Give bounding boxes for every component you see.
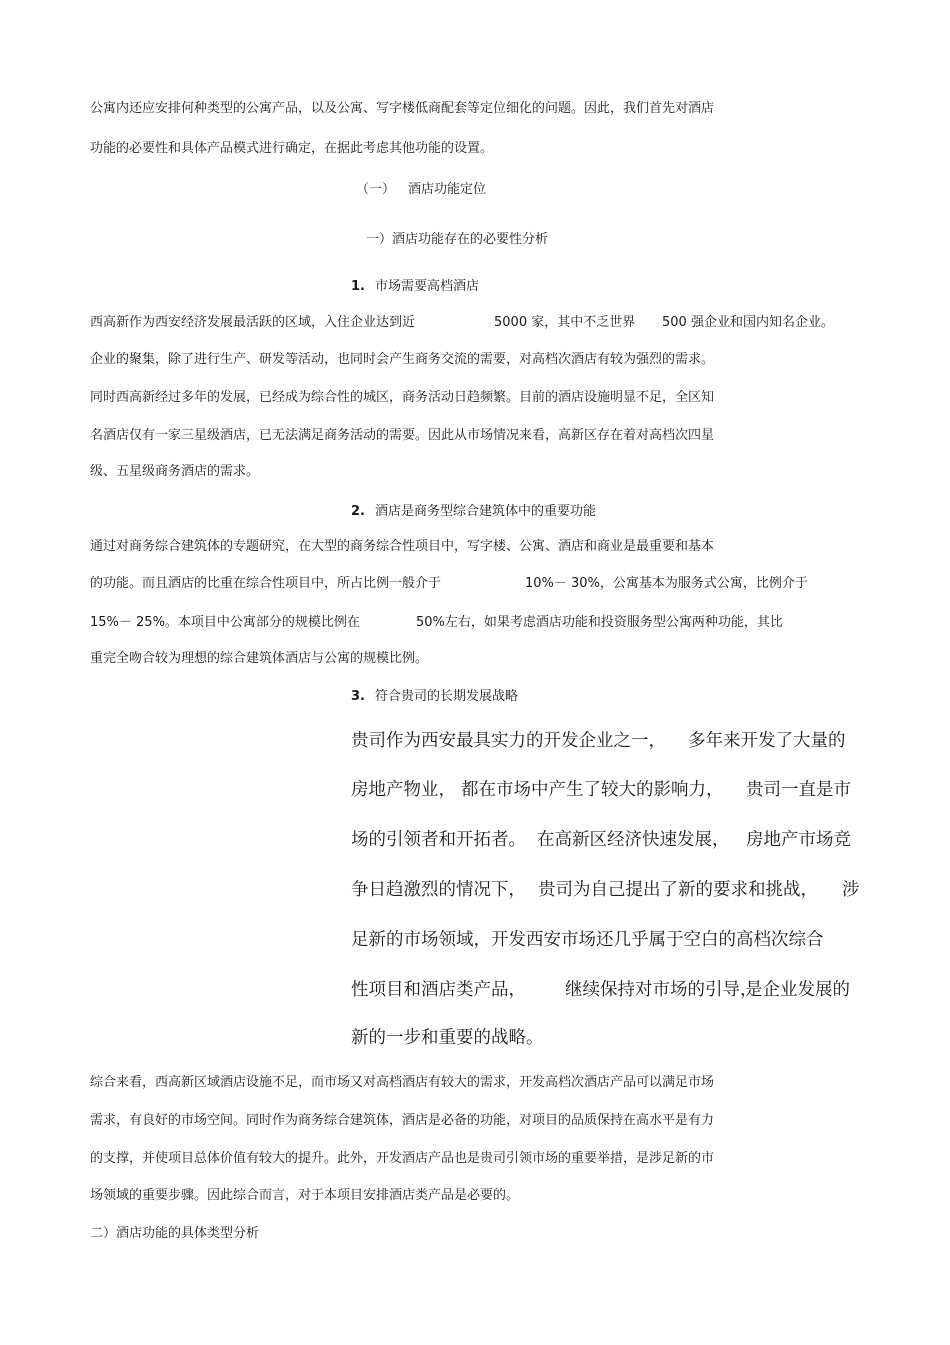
point-3-body-2a: 房地产物业， xyxy=(351,780,456,800)
point-2-line-2a: 的功能。而且酒店的比重在综合性项目中，所占比例一般介于 xyxy=(90,576,442,591)
point-1-line-2: 企业的聚集，除了进行生产、研发等活动，也同时会产生商务交流的需要，对高档次酒店有较为强烈的需求。 xyxy=(90,352,715,367)
point-3-body-3b: 在高新区经济快速发展， xyxy=(537,830,730,850)
point-1-line-4: 名酒店仅有一家三星级酒店，已无法满足商务活动的需要。因此从市场情况来看，高新区存在着对高档次四星 xyxy=(90,428,715,443)
point-2-line-3b: 50%左右，如果考虑酒店功能和投资服务型公寓两种功能，其比 xyxy=(416,615,783,630)
point-3-body-5: 足新的市场领域，开发西安市场还几乎属于空白的高档次综合 xyxy=(351,930,824,950)
point-3-body-6b: 继续保持对市场的引导， xyxy=(565,980,758,1000)
point-1-line-5: 级、五星级商务酒店的需求。 xyxy=(90,464,260,479)
summary-line-2: 需求，有良好的市场空间。同时作为商务综合建筑体，酒店是必备的功能，对项目的品质保持在高水平是有力 xyxy=(90,1113,715,1128)
point-3-body-6c: 是企业发展的 xyxy=(745,980,850,1000)
point-3-body-1a: 贵司作为西安最具实力的开发企业之一， xyxy=(351,731,666,751)
point-2-line-1: 通过对商务综合建筑体的专题研究，在大型的商务综合性项目中，写字楼、公寓、酒店和商业是最重要和基本 xyxy=(90,539,715,554)
point-3-body-1b: 多年来开发了大量的 xyxy=(688,731,846,751)
point-1-title: 市场需要高档酒店 xyxy=(375,279,480,294)
subsection-title-1: 一）酒店功能存在的必要性分析 xyxy=(366,232,549,247)
summary-line-1: 综合来看，西高新区域酒店设施不足，而市场又对高档酒店有较大的需求，开发高档次酒店产品可以满足市场 xyxy=(90,1075,715,1090)
point-3-body-6a: 性项目和酒店类产品， xyxy=(351,980,526,1000)
summary-line-3: 的支撑，并使项目总体价值有较大的提升。此外，开发酒店产品也是贵司引领市场的重要举措，是涉足新的市 xyxy=(90,1151,715,1166)
point-3-body-3a: 场的引领者和开拓者。 xyxy=(351,830,526,850)
section-title: 酒店功能定位 xyxy=(408,182,487,197)
point-3-body-4a: 争日趋激烈的情况下， xyxy=(351,880,526,900)
point-3-title: 符合贵司的长期发展战略 xyxy=(375,689,519,704)
point-3-body-4b: 贵司为自己提出了新的要求和挑战， xyxy=(538,880,818,900)
intro-line-1: 公寓内还应安排何种类型的公寓产品，以及公寓、写字楼低商配套等定位细化的问题。因此，我们首先对酒店 xyxy=(90,101,715,116)
point-2-line-4: 重完全吻合较为理想的综合建筑体酒店与公寓的规模比例。 xyxy=(90,651,429,666)
point-3-body-7: 新的一步和重要的战略。 xyxy=(351,1028,544,1048)
point-2-line-3a: 15%－ 25%。本项目中公寓部分的规模比例在 xyxy=(90,615,360,630)
section-number: （一） xyxy=(356,182,396,197)
point-3-body-2b: 都在市场中产生了较大的影响力， xyxy=(461,780,724,800)
point-1-line-1a: 西高新作为西安经济发展最活跃的区域，入住企业达到近 xyxy=(90,315,416,330)
point-2-title: 酒店是商务型综合建筑体中的重要功能 xyxy=(375,504,597,519)
point-3-body-3c: 房地产市场竞 xyxy=(746,830,851,850)
point-1-line-1c: 500 强企业和国内知名企业。 xyxy=(662,315,834,330)
intro-line-2: 功能的必要性和具体产品模式进行确定，在据此考虑其他功能的设置。 xyxy=(90,141,494,156)
point-3-number: 3. xyxy=(351,689,365,704)
point-2-number: 2. xyxy=(351,504,365,519)
point-2-line-2b: 10%－ 30%，公寓基本为服务式公寓，比例介于 xyxy=(525,576,808,591)
point-1-line-1b: 5000 家，其中不乏世界 xyxy=(494,315,636,330)
point-1-number: 1. xyxy=(351,279,365,294)
subsection-title-2: 二）酒店功能的具体类型分析 xyxy=(90,1226,260,1241)
point-3-body-4c: 涉 xyxy=(842,880,860,900)
point-1-line-3: 同时西高新经过多年的发展，已经成为综合性的城区，商务活动日趋频繁。目前的酒店设施明显不足，全区知 xyxy=(90,390,715,405)
point-3-body-2c: 贵司一直是市 xyxy=(746,780,851,800)
summary-line-4: 场领域的重要步骤。因此综合而言，对于本项目安排酒店类产品是必要的。 xyxy=(90,1188,520,1203)
